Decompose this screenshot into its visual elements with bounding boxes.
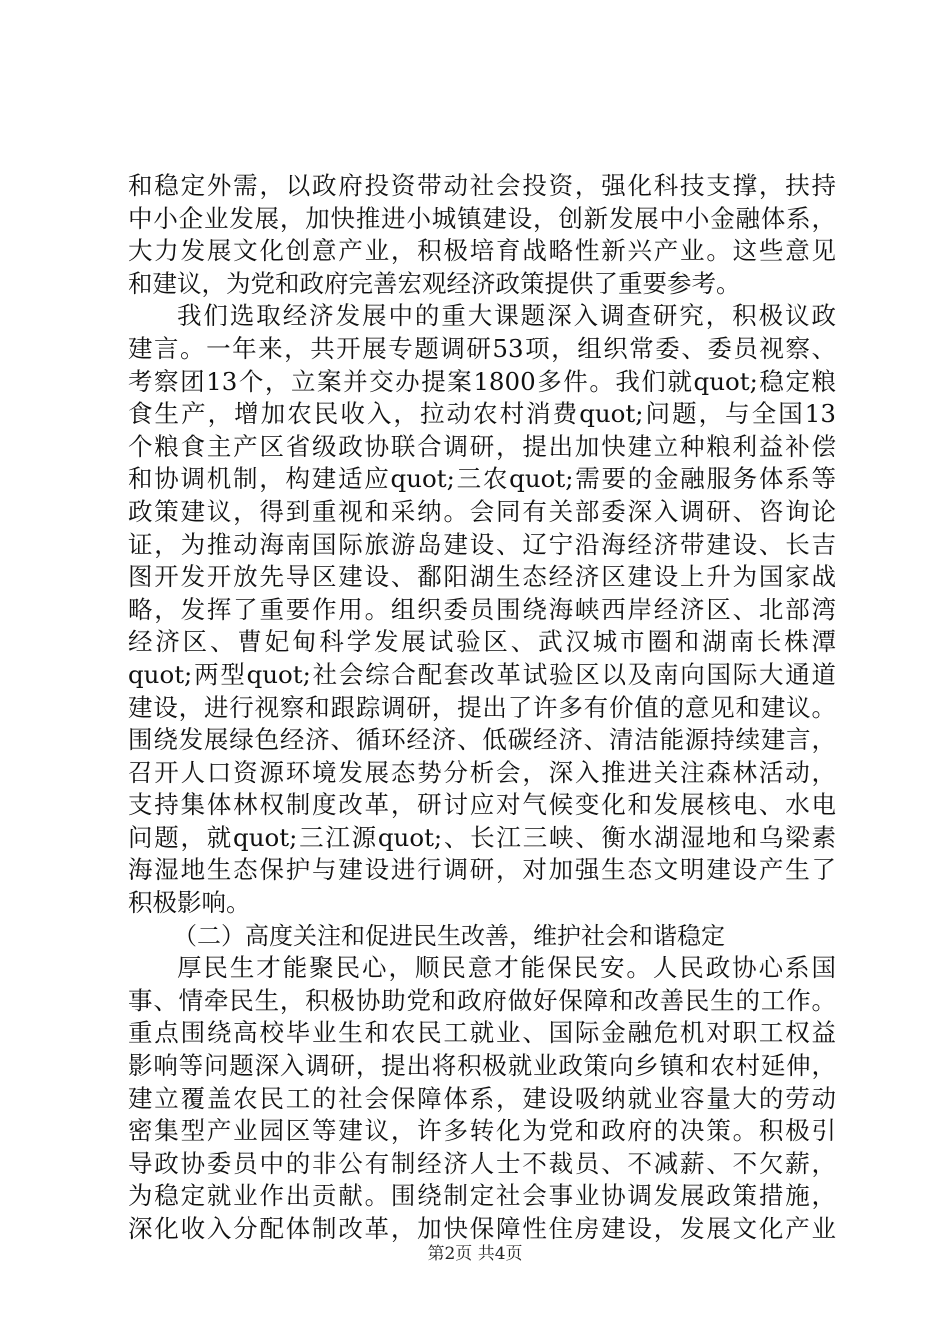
text-line: 证，为推动海南国际旅游岛建设、辽宁沿海经济带建设、长吉 bbox=[128, 529, 836, 559]
text-line: 厚民生才能聚民心，顺民意才能保民安。人民政协心系国 bbox=[177, 953, 836, 983]
text-line: 围绕发展绿色经济、循环经济、低碳经济、清洁能源持续建言， bbox=[128, 725, 836, 755]
text-line: 密集型产业园区等建议，许多转化为党和政府的决策。积极引 bbox=[128, 1116, 836, 1146]
page-footer: 第2页 共4页 bbox=[427, 1244, 523, 1264]
text-line: 考察团13个，立案并交办提案1800多件。我们就quot;稳定粮 bbox=[128, 366, 836, 396]
text-line: 和协调机制，构建适应quot;三农quot;需要的金融服务体系等 bbox=[128, 464, 836, 494]
text-line: 建立覆盖农民工的社会保障体系，建设吸纳就业容量大的劳动 bbox=[128, 1083, 836, 1113]
body-text bbox=[128, 170, 836, 1246]
text-line: 建设，进行视察和跟踪调研，提出了许多有价值的意见和建议。 bbox=[128, 692, 836, 722]
section-heading: （二）高度关注和促进民生改善，维护社会和谐稳定 bbox=[173, 921, 725, 950]
text-line: 和稳定外需，以政府投资带动社会投资，强化科技支撑，扶持 bbox=[128, 171, 836, 200]
text-line: 政策建议，得到重视和采纳。会同有关部委深入调研、咨询论 bbox=[128, 496, 836, 526]
text-line: 大力发展文化创意产业，积极培育战略性新兴产业。这些意见 bbox=[128, 236, 836, 266]
text-line: 食生产，增加农民收入，拉动农村消费quot;问题，与全国13 bbox=[128, 399, 836, 429]
text-line: 重点围绕高校毕业生和农民工就业、国际金融危机对职工权益 bbox=[128, 1018, 836, 1048]
text-line: 经济区、曹妃甸科学发展试验区、武汉城市圈和湖南长株潭 bbox=[128, 627, 836, 657]
text-line: 图开发开放先导区建设、鄱阳湖生态经济区建设上升为国家战 bbox=[128, 562, 836, 592]
text-line: 深化收入分配体制改革，加快保障性住房建设，发展文化产业 bbox=[128, 1214, 836, 1243]
text-line: 召开人口资源环境发展态势分析会，深入推进关注森林活动， bbox=[128, 757, 836, 787]
text-line: 和建议，为党和政府完善宏观经济政策提供了重要参考。 bbox=[128, 268, 741, 298]
text-line: 积极影响。 bbox=[128, 888, 251, 918]
text-line: 事、情牵民生，积极协助党和政府做好保障和改善民生的工作。 bbox=[128, 985, 836, 1015]
text-line: 为稳定就业作出贡献。围绕制定社会事业协调发展政策措施， bbox=[128, 1181, 836, 1211]
text-line: 中小企业发展，加快推进小城镇建设，创新发展中小金融体系， bbox=[128, 203, 836, 233]
text-line: 海湿地生态保护与建设进行调研，对加强生态文明建设产生了 bbox=[128, 855, 836, 885]
text-line: 问题，就quot;三江源quot;、长江三峡、衡水湖湿地和乌梁素 bbox=[128, 822, 836, 852]
text-line: 建言。一年来，共开展专题调研53项，组织常委、委员视察、 bbox=[128, 333, 836, 363]
text-line: 导政协委员中的非公有制经济人士不裁员、不减薪、不欠薪， bbox=[128, 1148, 836, 1178]
text-line: quot;两型quot;社会综合配套改革试验区以及南向国际大通道 bbox=[128, 659, 836, 689]
text-line: 略，发挥了重要作用。组织委员围绕海峡西岸经济区、北部湾 bbox=[128, 594, 836, 624]
text-line: 支持集体林权制度改革，研讨应对气候变化和发展核电、水电 bbox=[128, 790, 836, 820]
text-line: 影响等问题深入调研，提出将积极就业政策向乡镇和农村延伸， bbox=[128, 1051, 836, 1081]
text-line: 我们选取经济发展中的重大课题深入调查研究，积极议政 bbox=[177, 301, 836, 331]
text-line: 个粮食主产区省级政协联合调研，提出加快建立种粮利益补偿 bbox=[128, 431, 836, 461]
